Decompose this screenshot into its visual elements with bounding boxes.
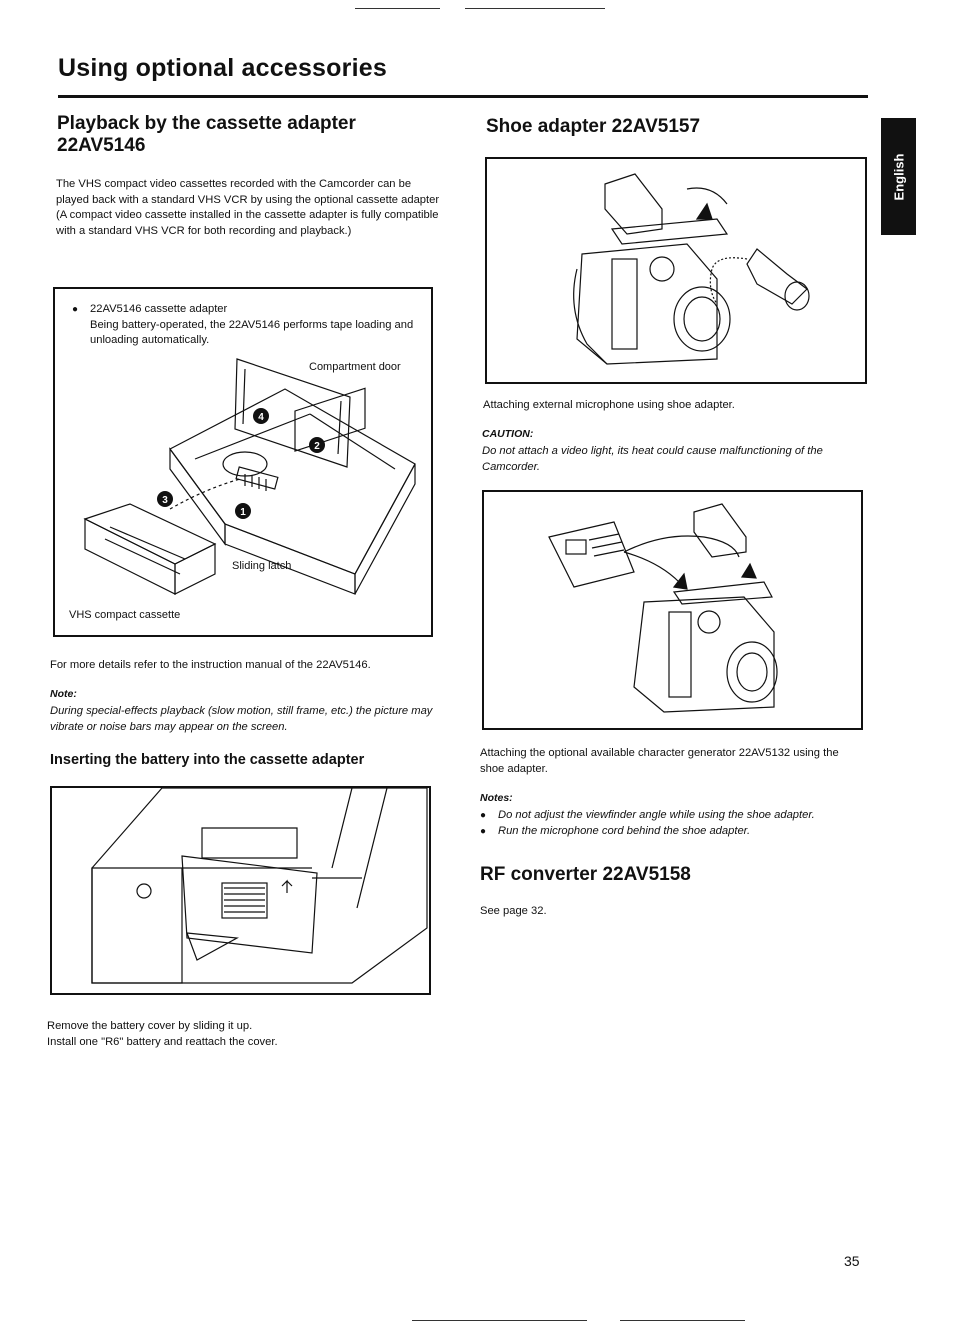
language-tab-label: English bbox=[891, 153, 906, 200]
label-vhs-compact-cassette: VHS compact cassette bbox=[69, 609, 181, 621]
scan-line-bottom bbox=[412, 1320, 587, 1321]
notes-item: ● Do not adjust the viewfinder angle while using the shoe adapter. bbox=[480, 808, 870, 824]
character-generator-illustration bbox=[484, 492, 861, 728]
scan-line-bottom-2 bbox=[620, 1320, 745, 1321]
character-generator-caption: Attaching the optional available character generator 22AV5132 using the shoe adapter. bbox=[480, 747, 839, 775]
cassette-adapter-bullet-text: Being battery-operated, the 22AV5146 performs tape loading and unloading automatically. bbox=[90, 318, 414, 346]
cassette-adapter-heading: Playback by the cassette adapter 22AV5146 bbox=[57, 113, 356, 156]
title-rule bbox=[58, 95, 868, 98]
battery-figure-box bbox=[50, 786, 431, 995]
microphone-illustration bbox=[487, 159, 865, 382]
page-number: 35 bbox=[844, 1253, 860, 1269]
battery-illustration bbox=[52, 788, 429, 993]
character-generator-figure-box bbox=[482, 490, 863, 730]
page-title: Using optional accessories bbox=[58, 54, 387, 82]
notes-label: Notes: bbox=[480, 792, 513, 804]
rf-converter-heading: RF converter 22AV5158 bbox=[480, 864, 691, 885]
label-compartment-door: Compartment door bbox=[309, 361, 401, 373]
shoe-adapter-heading: Shoe adapter 22AV5157 bbox=[486, 116, 701, 137]
marker-4: 4 bbox=[258, 412, 264, 423]
battery-caption-line2: Install one "R6" battery and reattach the cover. bbox=[47, 1036, 278, 1048]
cassette-adapter-figure-box bbox=[53, 287, 433, 637]
rf-converter-text: See page 32. bbox=[480, 905, 547, 917]
scan-line-top-2 bbox=[465, 8, 605, 9]
microphone-figure-box bbox=[485, 157, 867, 384]
battery-heading: Inserting the battery into the cassette adapter bbox=[50, 752, 365, 768]
note-label: Note: bbox=[50, 688, 77, 700]
notes-list bbox=[480, 808, 870, 839]
marker-1: 1 bbox=[240, 507, 246, 518]
notes-item: ● Run the microphone cord behind the shoe adapter. bbox=[480, 824, 870, 840]
cassette-adapter-illustration bbox=[55, 289, 431, 635]
language-tab bbox=[881, 118, 916, 235]
marker-2: 2 bbox=[314, 441, 320, 452]
cassette-adapter-bullet-title: 22AV5146 cassette adapter bbox=[90, 303, 228, 315]
caution-text: Do not attach a video light, its heat could cause malfunctioning of the Camcorder. bbox=[482, 445, 823, 473]
label-sliding-latch: Sliding latch bbox=[232, 560, 292, 572]
cassette-adapter-intro: The VHS compact video cassettes recorded with the Camcorder can be played back with a standard VHS VCR by using the optional cassette adapter (A compact video cassette installed in the cassette adapter is fully compatible with a standard VHS VCR for both recording and playback.) bbox=[56, 178, 440, 237]
battery-caption-line1: Remove the battery cover by sliding it up. bbox=[47, 1020, 253, 1032]
marker-3: 3 bbox=[162, 495, 168, 506]
note-text: During special-effects playback (slow motion, still frame, etc.) the picture may vibrate or noise bars may appear on the screen. bbox=[50, 705, 433, 733]
microphone-caption: Attaching external microphone using shoe adapter. bbox=[483, 399, 735, 411]
caution-label: CAUTION: bbox=[482, 428, 534, 440]
more-details-text: For more details refer to the instruction manual of the 22AV5146. bbox=[50, 659, 371, 671]
scan-line-top bbox=[355, 8, 440, 9]
